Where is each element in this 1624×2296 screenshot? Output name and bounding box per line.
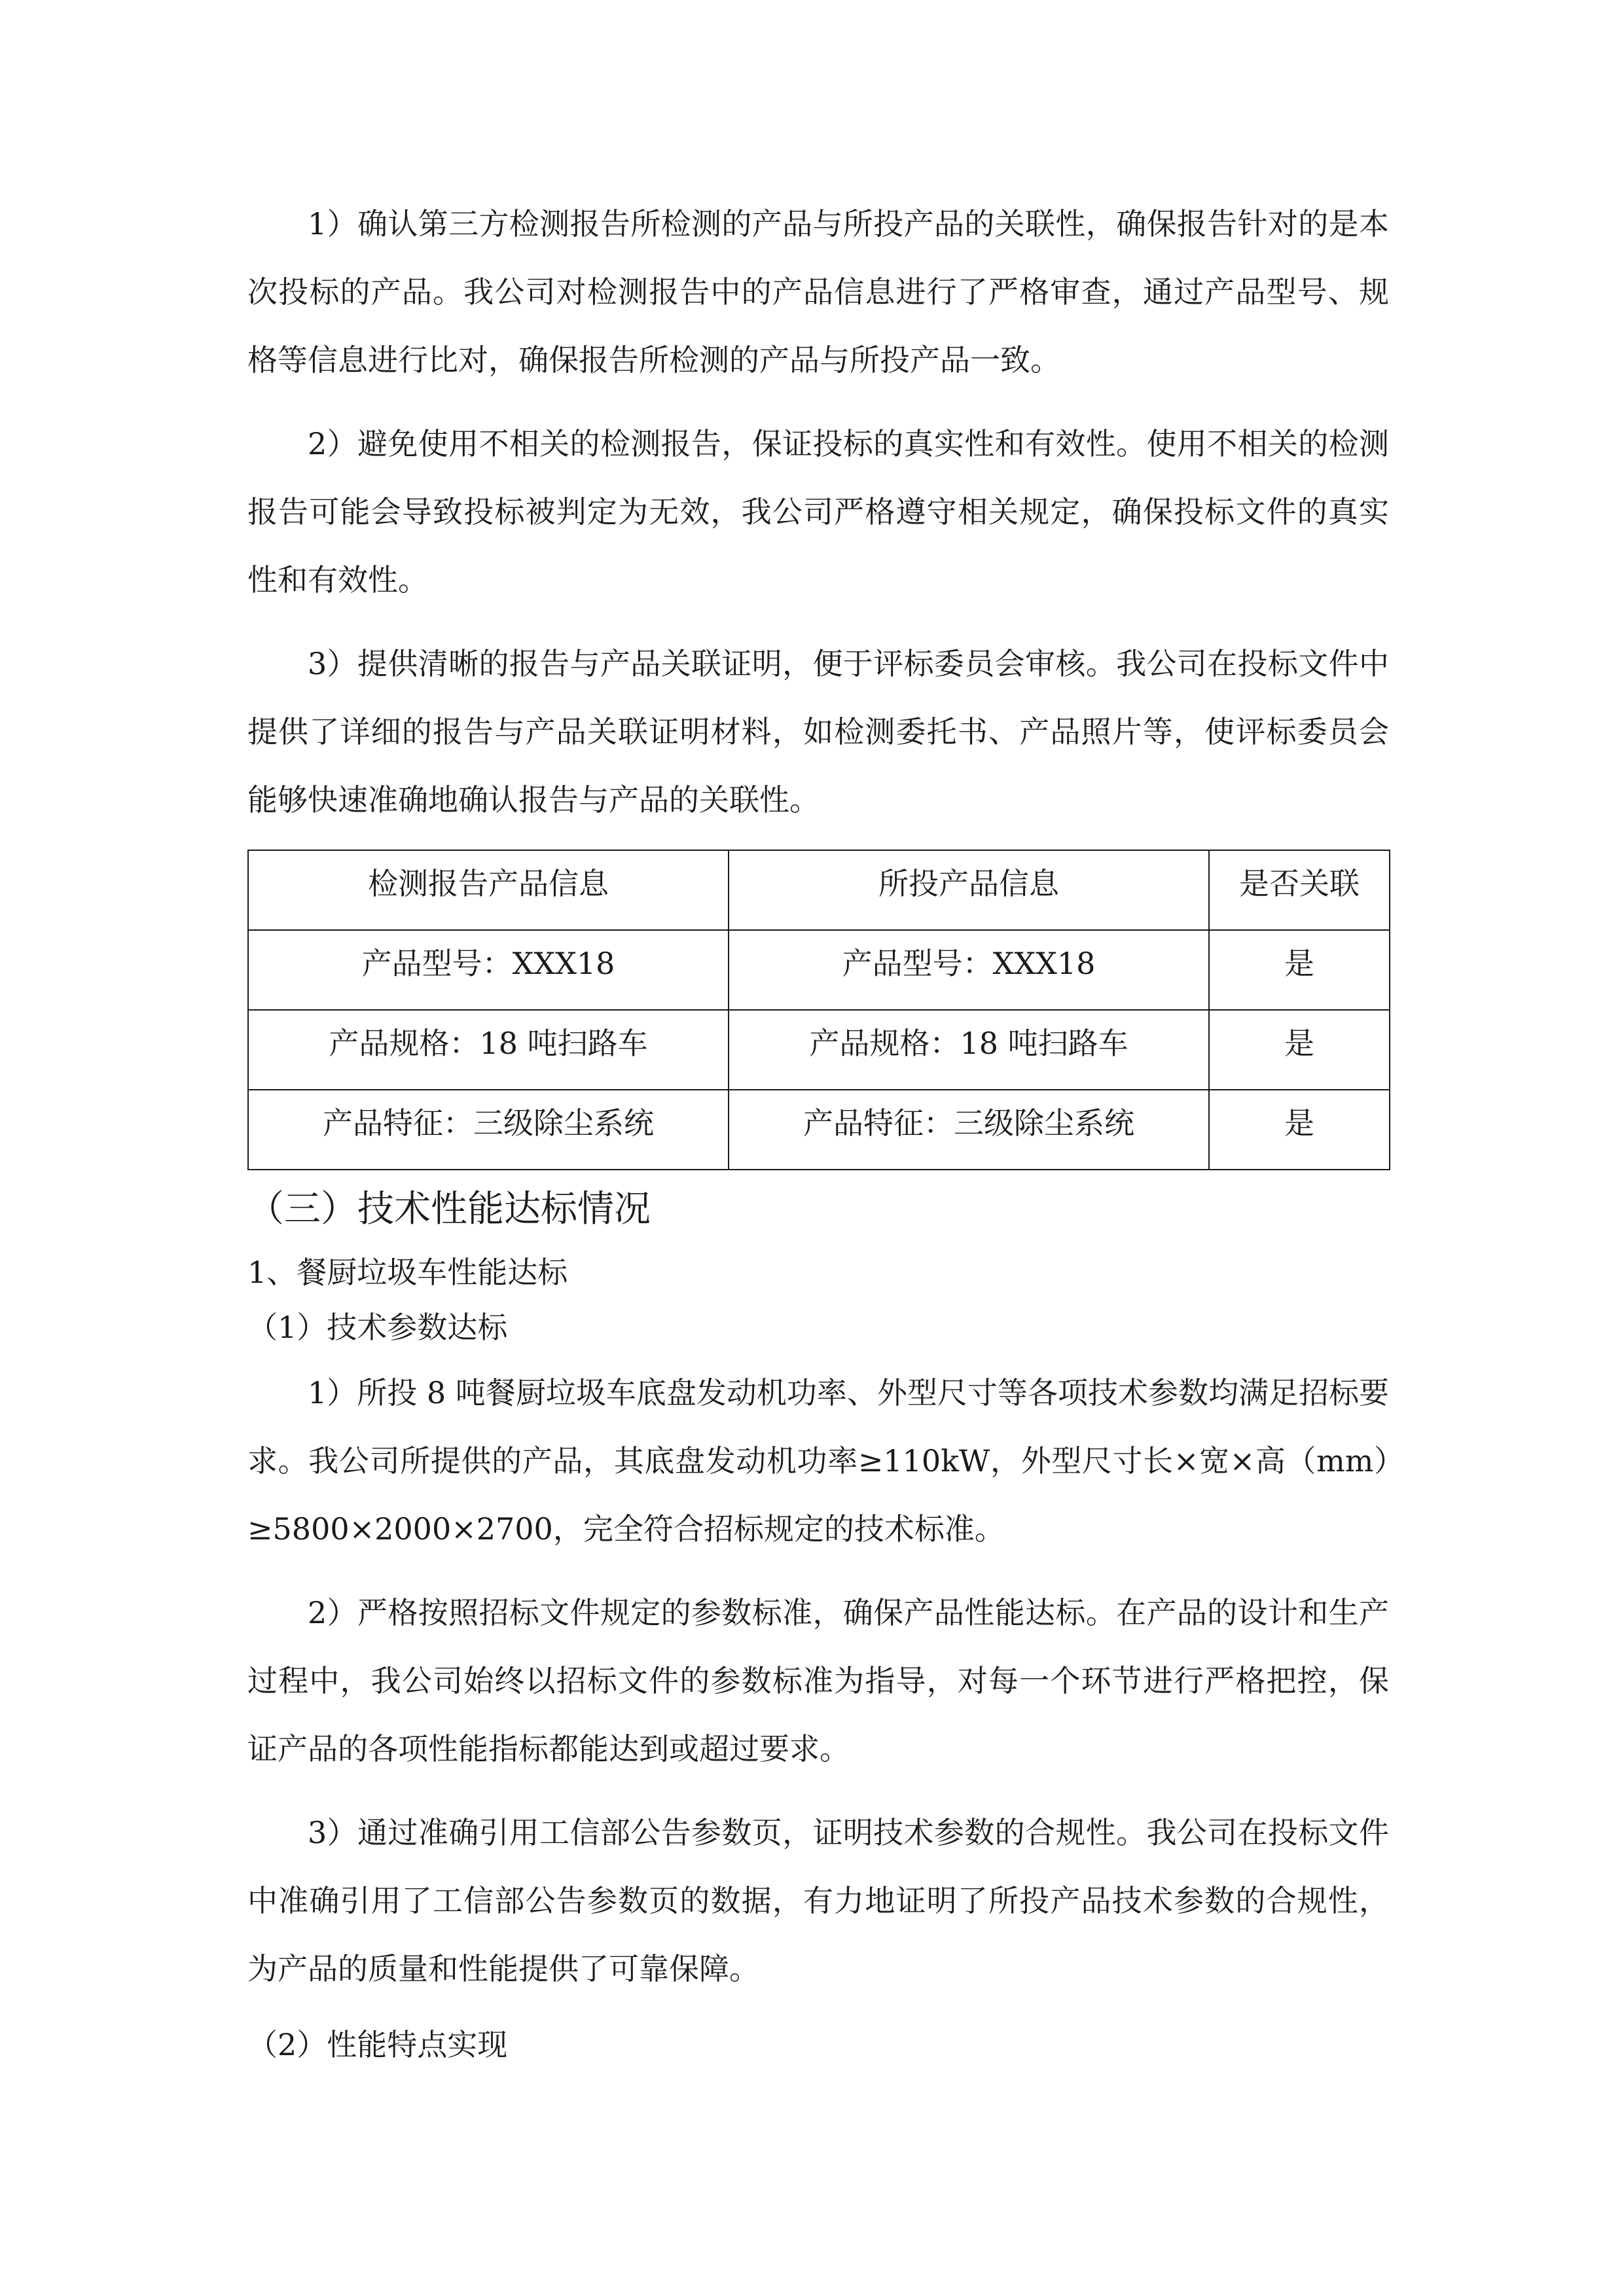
table-cell: 产品规格：18 吨扫路车	[248, 1010, 729, 1090]
table-header-cell: 是否关联	[1209, 850, 1390, 930]
subsub-heading-performance-features: （2）性能特点实现	[247, 2027, 508, 2062]
table-row	[248, 1010, 1390, 1090]
table-cell: 产品规格：18 吨扫路车	[729, 1010, 1209, 1090]
product-comparison-table	[247, 850, 1390, 1170]
table-cell: 是	[1209, 1090, 1390, 1170]
subsub-heading-technical-params: （1）技术参数达标	[247, 1310, 508, 1345]
sub-heading: 1、餐厨垃圾车性能达标	[247, 1255, 568, 1290]
table-cell: 产品特征：三级除尘系统	[248, 1090, 729, 1170]
paragraph-association-proof: 3）提供清晰的报告与产品关联证明，便于评标委员会审核。我公司在投标文件中提供了详细的报告与产品关联证明材料，如检测委托书、产品照片等，使评标委员会能够快速准确地确认报告与产品的关联性。	[247, 646, 1389, 817]
table-cell: 是	[1209, 1010, 1390, 1090]
table-header-cell: 所投产品信息	[729, 850, 1209, 930]
paragraph-avoid-irrelevant-reports: 2）避免使用不相关的检测报告，保证投标的真实性和有效性。使用不相关的检测报告可能会导致投标被判定为无效，我公司严格遵守相关规定，确保投标文件的真实性和有效性。	[247, 426, 1389, 598]
table-cell: 产品型号：XXX18	[729, 930, 1209, 1010]
paragraph-params-meet-requirements: 1）所投 8 吨餐厨垃圾车底盘发动机功率、外型尺寸等各项技术参数均满足招标要求。我公司所提供的产品，其底盘发动机功率≥110kW，外型尺寸长×宽×高（mm）≥5800×2000×2700，完全符合招标规定的技术标准。	[247, 1375, 1389, 1547]
table-header-cell: 检测报告产品信息	[248, 850, 729, 930]
document-page	[247, 190, 1389, 2076]
paragraph-strict-standards: 2）严格按照招标文件规定的参数标准，确保产品性能达标。在产品的设计和生产过程中，我公司始终以招标文件的参数标准为指导，对每一个环节进行严格把控，保证产品的各项性能指标都能达到或超过要求。	[247, 1595, 1389, 1767]
table-row	[248, 930, 1390, 1010]
table-cell: 是	[1209, 930, 1390, 1010]
table-row	[248, 1090, 1390, 1170]
section-heading: （三）技术性能达标情况	[247, 1188, 651, 1230]
table-cell: 产品型号：XXX18	[248, 930, 729, 1010]
paragraph-report-relevance: 1）确认第三方检测报告所检测的产品与所投产品的关联性，确保报告针对的是本次投标的产品。我公司对检测报告中的产品信息进行了严格审查，通过产品型号、规格等信息进行比对，确保报告所检测的产品与所投产品一致。	[247, 206, 1389, 378]
table-cell: 产品特征：三级除尘系统	[729, 1090, 1209, 1170]
table-header-row	[248, 850, 1390, 930]
paragraph-miit-compliance: 3）通过准确引用工信部公告参数页，证明技术参数的合规性。我公司在投标文件中准确引用了工信部公告参数页的数据，有力地证明了所投产品技术参数的合规性，为产品的质量和性能提供了可靠保障。	[247, 1815, 1389, 1986]
